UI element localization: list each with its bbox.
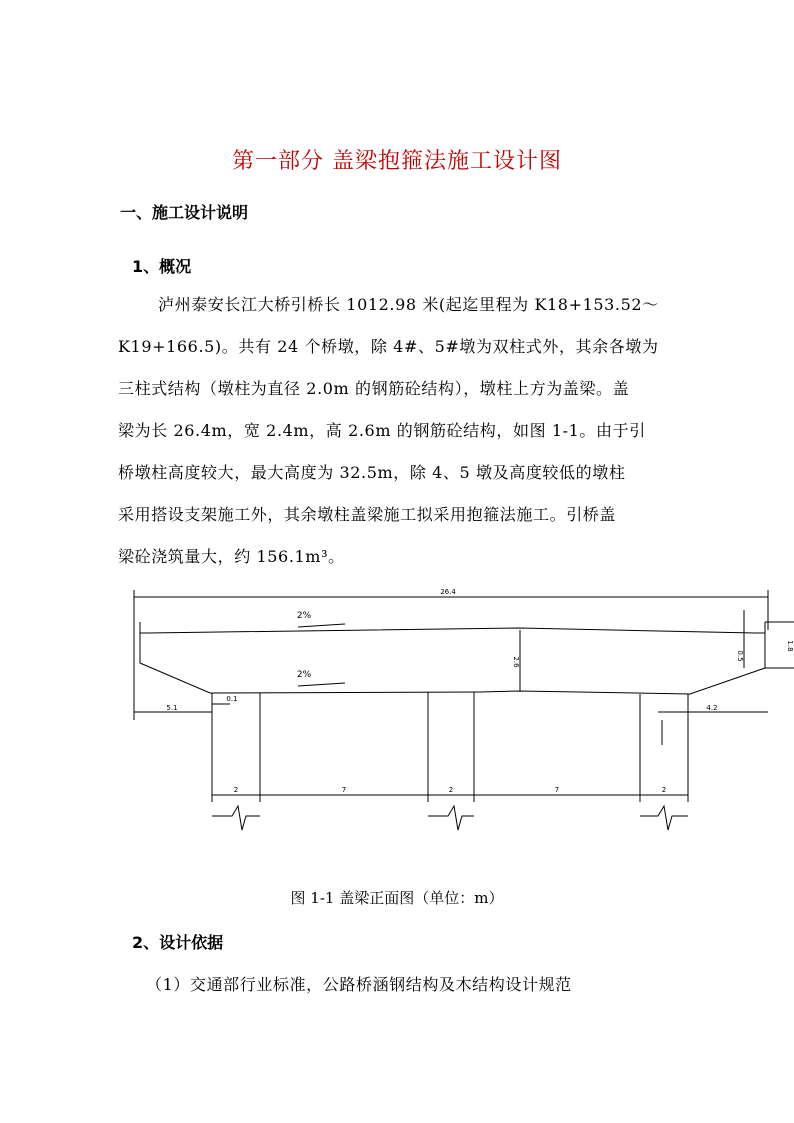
paragraph-line: K19+166.5)。共有 24 个桥墩，除 4#、5#墩为双柱式外，其余各墩为 — [118, 337, 659, 356]
dim-label-total: 26.4 — [440, 588, 456, 596]
break-line — [212, 806, 260, 830]
beam-top-edge — [140, 622, 765, 633]
paragraph-line: 采用搭设支架施工外，其余墩柱盖梁施工拟采用抱箍法施工。引桥盖 — [118, 505, 617, 524]
section-heading: 一、施工设计说明 — [120, 203, 249, 222]
dim-label-column-width: 2 — [661, 786, 667, 794]
dim-label-left-cantilever: 5.1 — [166, 704, 178, 712]
document-title: 第一部分 盖梁抱箍法施工设计图 — [232, 149, 562, 174]
dim-label-height: 2.6 — [512, 656, 520, 668]
dim-label-offset: 0.1 — [226, 695, 238, 703]
dim-label-spacing: 7 — [341, 786, 347, 794]
paragraph-line: 梁为长 26.4m，宽 2.4m，高 2.6m 的钢筋砼结构，如图 1-1。由于引 — [118, 421, 646, 440]
slope-arrow-top — [298, 624, 345, 627]
paragraph-line: 桥墩柱高度较大，最大高度为 32.5m，除 4、5 墩及高度较低的墩柱 — [118, 463, 626, 482]
slope-label-top: 2% — [296, 611, 312, 621]
beam-right-bottom-edge — [480, 633, 765, 694]
dim-label-end-height: 0.5 — [736, 650, 744, 662]
figure-caption: 图 1-1 盖梁正面图（单位：m） — [290, 889, 504, 907]
subsection-heading-overview: 1、概况 — [132, 257, 192, 276]
dim-label-end-right: 1.8 — [786, 640, 794, 652]
slope-label-bottom: 2% — [296, 670, 312, 680]
break-line — [640, 806, 688, 830]
slope-arrow-bottom — [298, 683, 345, 686]
subsection-heading-basis: 2、设计依据 — [132, 933, 224, 952]
paragraph-line: 泸州泰安长江大桥引桥长 1012.98 米(起迄里程为 K18+153.52～ — [158, 295, 659, 314]
dim-label-spacing: 7 — [554, 786, 560, 794]
break-line — [428, 806, 474, 830]
dim-label-column-width: 2 — [233, 786, 239, 794]
paragraph-line: 梁砼浇筑量大，约 156.1m³。 — [118, 547, 345, 566]
cap-beam-drawing — [0, 580, 794, 860]
basis-item: （1）交通部行业标准，公路桥涵钢结构及木结构设计规范 — [146, 975, 572, 994]
dim-label-column-width: 2 — [448, 786, 454, 794]
beam-left-bottom-edge — [140, 633, 480, 693]
paragraph-line: 三柱式结构（墩柱为直径 2.0m 的钢筋砼结构），墩柱上方为盖梁。盖 — [118, 379, 630, 398]
dim-label-right-cantilever: 4.2 — [706, 704, 718, 712]
